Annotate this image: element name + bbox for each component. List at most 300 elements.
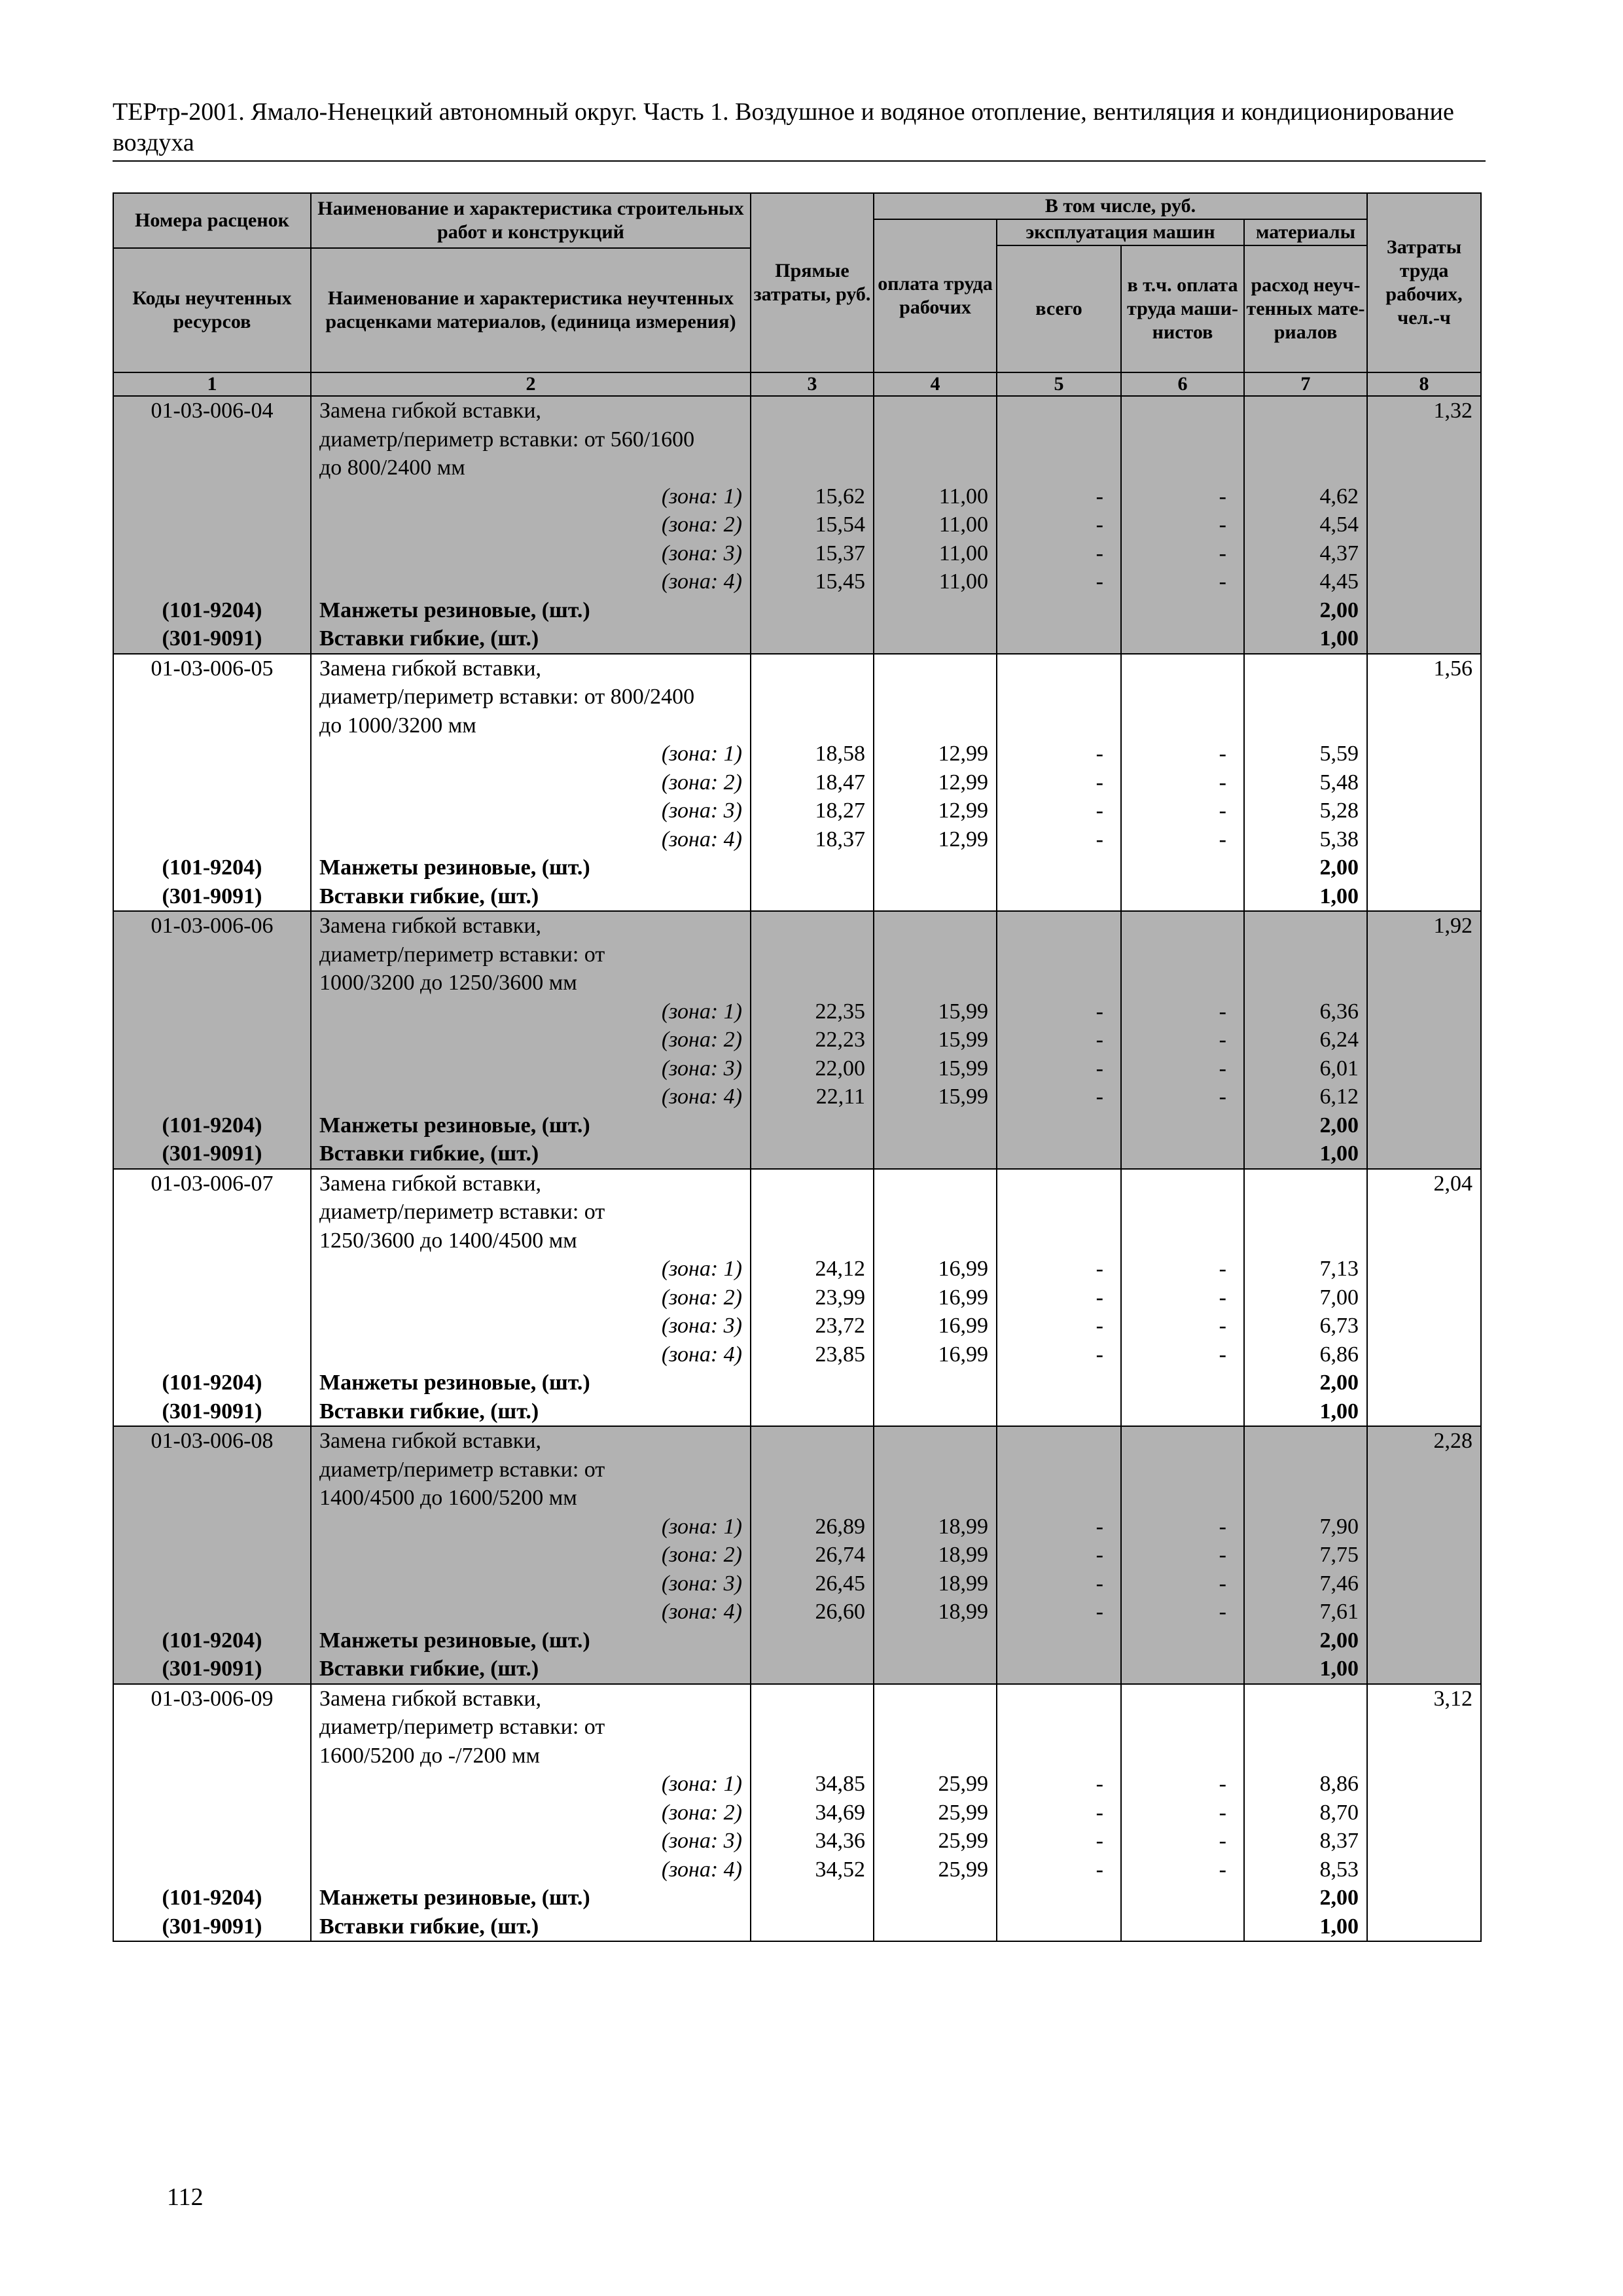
- rate-title-row: [113, 654, 1481, 683]
- machinist-pay: -: [1121, 1340, 1244, 1369]
- rate-code: [113, 768, 311, 797]
- worker-pay: 18,99: [874, 1541, 997, 1570]
- direct-costs: 18,58: [751, 740, 874, 768]
- labor-costs-cell: [1367, 1397, 1481, 1427]
- zone-row: [113, 1598, 1481, 1626]
- zone-row: [113, 1570, 1481, 1598]
- worker-pay: 11,00: [874, 539, 997, 568]
- machine-total-cell: [997, 1169, 1121, 1198]
- machinist-pay-cell: [1121, 882, 1244, 912]
- materials-cost: 6,12: [1244, 1083, 1367, 1111]
- materials-cost: 6,24: [1244, 1026, 1367, 1054]
- rate-code: [113, 1570, 311, 1598]
- direct-costs: 15,54: [751, 511, 874, 539]
- rate-name-line: 1400/4500 до 1600/5200 мм: [311, 1484, 751, 1513]
- worker-pay-cell: [874, 1198, 997, 1227]
- worker-pay: 25,99: [874, 1827, 997, 1856]
- rate-name-line: 1000/3200 до 1250/3600 мм: [311, 969, 751, 997]
- machine-total-cell: [997, 1139, 1121, 1169]
- resource-name: Манжеты резиновые, (шт.): [311, 853, 751, 882]
- worker-pay-cell: [874, 969, 997, 997]
- machine-total-cell: [997, 1369, 1121, 1397]
- resource-row: [113, 1912, 1481, 1942]
- labor-costs: [1367, 941, 1481, 969]
- zone-label: (зона: 3): [311, 1054, 751, 1083]
- direct-costs-cell: [751, 1484, 874, 1513]
- direct-costs-cell: [751, 1456, 874, 1484]
- labor-costs: 1,56: [1367, 654, 1481, 683]
- zone-label: (зона: 3): [311, 797, 751, 825]
- machinist-pay: -: [1121, 511, 1244, 539]
- direct-costs: 22,11: [751, 1083, 874, 1111]
- machinist-pay-cell: [1121, 396, 1244, 425]
- resource-code: (101-9204): [113, 1626, 311, 1655]
- rates-table: [113, 192, 1482, 1942]
- materials-cost: 7,75: [1244, 1541, 1367, 1570]
- worker-pay: 16,99: [874, 1255, 997, 1283]
- direct-costs: 26,60: [751, 1598, 874, 1626]
- header-unaccounted-materials: расход неуч- тенных мате- риалов: [1244, 245, 1367, 372]
- rate-code: 01-03-006-09: [113, 1684, 311, 1713]
- direct-costs: 15,37: [751, 539, 874, 568]
- machine-total: -: [997, 1513, 1121, 1541]
- direct-costs-cell: [751, 911, 874, 941]
- zone-row: [113, 1827, 1481, 1856]
- rate-name-line: диаметр/периметр вставки: от 800/2400: [311, 683, 751, 711]
- direct-costs: 34,85: [751, 1770, 874, 1799]
- materials-cost: 8,53: [1244, 1856, 1367, 1884]
- rate-name-line: диаметр/периметр вставки: от 560/1600: [311, 425, 751, 454]
- rate-code: [113, 567, 311, 596]
- rate-code: [113, 1227, 311, 1255]
- machine-total: -: [997, 1283, 1121, 1312]
- rate-name-line: Замена гибкой вставки,: [311, 1684, 751, 1713]
- worker-pay-cell: [874, 1626, 997, 1655]
- rate-code: 01-03-006-08: [113, 1426, 311, 1456]
- column-number: 5: [997, 372, 1121, 396]
- direct-costs-cell: [751, 454, 874, 482]
- direct-costs: 15,45: [751, 567, 874, 596]
- zone-label: (зона: 1): [311, 482, 751, 511]
- labor-costs-cell: [1367, 797, 1481, 825]
- direct-costs: 34,36: [751, 1827, 874, 1856]
- materials-cell: [1244, 396, 1367, 425]
- worker-pay-cell: [874, 683, 997, 711]
- direct-costs: 23,85: [751, 1340, 874, 1369]
- header-rate-numbers: Номера расценок: [113, 193, 311, 248]
- materials-cost: 6,36: [1244, 997, 1367, 1026]
- machine-total-cell: [997, 882, 1121, 912]
- machinist-pay: -: [1121, 1513, 1244, 1541]
- machinist-pay: -: [1121, 1770, 1244, 1799]
- zone-row: [113, 740, 1481, 768]
- machinist-pay: -: [1121, 825, 1244, 854]
- rate-title-row: [113, 396, 1481, 425]
- materials-cell: [1244, 911, 1367, 941]
- rate-code: [113, 482, 311, 511]
- machine-total: -: [997, 1312, 1121, 1340]
- worker-pay: 11,00: [874, 567, 997, 596]
- machine-total: -: [997, 997, 1121, 1026]
- machine-total-cell: [997, 1884, 1121, 1912]
- machine-total-cell: [997, 1684, 1121, 1713]
- resource-code: (101-9204): [113, 1369, 311, 1397]
- direct-costs: 15,62: [751, 482, 874, 511]
- rate-code: [113, 511, 311, 539]
- worker-pay: 25,99: [874, 1770, 997, 1799]
- resource-row: [113, 882, 1481, 912]
- zone-row: [113, 997, 1481, 1026]
- rate-code: [113, 997, 311, 1026]
- direct-costs-cell: [751, 596, 874, 625]
- machine-total: -: [997, 797, 1121, 825]
- resource-code: (301-9091): [113, 1397, 311, 1427]
- worker-pay-cell: [874, 853, 997, 882]
- worker-pay-cell: [874, 1397, 997, 1427]
- labor-costs: [1367, 969, 1481, 997]
- materials-cost: 8,37: [1244, 1827, 1367, 1856]
- rate-title-continuation-row: [113, 1484, 1481, 1513]
- machinist-pay-cell: [1121, 654, 1244, 683]
- worker-pay-cell: [874, 454, 997, 482]
- rate-code: [113, 740, 311, 768]
- direct-costs-cell: [751, 1426, 874, 1456]
- machine-total-cell: [997, 1912, 1121, 1942]
- column-number: 7: [1244, 372, 1367, 396]
- rate-code: [113, 941, 311, 969]
- materials-cell: [1244, 1426, 1367, 1456]
- resource-name: Манжеты резиновые, (шт.): [311, 1626, 751, 1655]
- machinist-pay-cell: [1121, 911, 1244, 941]
- resource-row: [113, 624, 1481, 654]
- machine-total: -: [997, 1083, 1121, 1111]
- rate-title-row: [113, 1426, 1481, 1456]
- machine-total-cell: [997, 1713, 1121, 1742]
- rate-code: [113, 539, 311, 568]
- machinist-pay: -: [1121, 482, 1244, 511]
- machine-total-cell: [997, 853, 1121, 882]
- direct-costs-cell: [751, 1369, 874, 1397]
- rate-code: [113, 711, 311, 740]
- resource-name: Вставки гибкие, (шт.): [311, 1655, 751, 1684]
- machinist-pay-cell: [1121, 1626, 1244, 1655]
- materials-cost: 4,45: [1244, 567, 1367, 596]
- worker-pay: 25,99: [874, 1799, 997, 1827]
- resource-code: (301-9091): [113, 1139, 311, 1169]
- rate-name-line: диаметр/периметр вставки: от: [311, 1456, 751, 1484]
- zone-row: [113, 1770, 1481, 1799]
- machinist-pay-cell: [1121, 969, 1244, 997]
- column-number: 2: [311, 372, 751, 396]
- resource-row: [113, 596, 1481, 625]
- rate-code: [113, 1456, 311, 1484]
- machinist-pay-cell: [1121, 454, 1244, 482]
- machinist-pay-cell: [1121, 1713, 1244, 1742]
- rate-name-line: до 1000/3200 мм: [311, 711, 751, 740]
- direct-costs: 22,00: [751, 1054, 874, 1083]
- worker-pay: 18,99: [874, 1598, 997, 1626]
- machine-total-cell: [997, 711, 1121, 740]
- machine-total-cell: [997, 1227, 1121, 1255]
- labor-costs-cell: [1367, 1054, 1481, 1083]
- materials-cost: 4,62: [1244, 482, 1367, 511]
- rate-name-line: диаметр/периметр вставки: от: [311, 1198, 751, 1227]
- direct-costs-cell: [751, 683, 874, 711]
- rate-code: [113, 1340, 311, 1369]
- machine-total-cell: [997, 1426, 1121, 1456]
- resource-code: (101-9204): [113, 1111, 311, 1140]
- machinist-pay-cell: [1121, 425, 1244, 454]
- direct-costs: 24,12: [751, 1255, 874, 1283]
- rate-group: [113, 1169, 1481, 1427]
- materials-cell: [1244, 683, 1367, 711]
- materials-cost: 4,54: [1244, 511, 1367, 539]
- rate-title-continuation-row: [113, 1456, 1481, 1484]
- zone-label: (зона: 2): [311, 1541, 751, 1570]
- machine-total-cell: [997, 1742, 1121, 1770]
- materials-cost: 5,28: [1244, 797, 1367, 825]
- labor-costs-cell: [1367, 1570, 1481, 1598]
- machinist-pay-cell: [1121, 1912, 1244, 1942]
- machine-total: -: [997, 482, 1121, 511]
- labor-costs-cell: [1367, 1770, 1481, 1799]
- materials-cost: 7,46: [1244, 1570, 1367, 1598]
- machinist-pay: -: [1121, 1283, 1244, 1312]
- worker-pay: 16,99: [874, 1340, 997, 1369]
- rate-name-line: 1600/5200 до -/7200 мм: [311, 1742, 751, 1770]
- machinist-pay-cell: [1121, 1169, 1244, 1198]
- labor-costs-cell: [1367, 1312, 1481, 1340]
- materials-cost: 6,73: [1244, 1312, 1367, 1340]
- zone-row: [113, 1799, 1481, 1827]
- machine-total-cell: [997, 1198, 1121, 1227]
- machine-total-cell: [997, 1397, 1121, 1427]
- worker-pay-cell: [874, 1484, 997, 1513]
- resource-code: (101-9204): [113, 1884, 311, 1912]
- rate-title-row: [113, 1684, 1481, 1713]
- worker-pay-cell: [874, 1912, 997, 1942]
- worker-pay: 11,00: [874, 482, 997, 511]
- materials-cost: 5,38: [1244, 825, 1367, 854]
- rate-name-line: Замена гибкой вставки,: [311, 396, 751, 425]
- zone-label: (зона: 3): [311, 1312, 751, 1340]
- direct-costs: 18,37: [751, 825, 874, 854]
- resource-row: [113, 1884, 1481, 1912]
- rate-title-continuation-row: [113, 941, 1481, 969]
- labor-costs-cell: [1367, 740, 1481, 768]
- resource-quantity: 1,00: [1244, 624, 1367, 654]
- machine-total: -: [997, 825, 1121, 854]
- machinist-pay-cell: [1121, 683, 1244, 711]
- machinist-pay-cell: [1121, 1227, 1244, 1255]
- header-direct-costs: Прямые затраты, руб.: [751, 193, 874, 372]
- materials-cell: [1244, 1227, 1367, 1255]
- machine-total-cell: [997, 941, 1121, 969]
- labor-costs-cell: [1367, 1083, 1481, 1111]
- machinist-pay: -: [1121, 997, 1244, 1026]
- direct-costs-cell: [751, 1626, 874, 1655]
- direct-costs-cell: [751, 941, 874, 969]
- worker-pay-cell: [874, 882, 997, 912]
- rate-name-line: диаметр/периметр вставки: от: [311, 941, 751, 969]
- machine-total-cell: [997, 1456, 1121, 1484]
- machine-total-cell: [997, 654, 1121, 683]
- zone-label: (зона: 2): [311, 511, 751, 539]
- resource-quantity: 2,00: [1244, 853, 1367, 882]
- direct-costs: 18,27: [751, 797, 874, 825]
- labor-costs: [1367, 1713, 1481, 1742]
- labor-costs-cell: [1367, 1139, 1481, 1169]
- worker-pay-cell: [874, 941, 997, 969]
- machinist-pay-cell: [1121, 1198, 1244, 1227]
- labor-costs-cell: [1367, 825, 1481, 854]
- materials-cell: [1244, 941, 1367, 969]
- labor-costs-cell: [1367, 624, 1481, 654]
- zone-label: (зона: 4): [311, 567, 751, 596]
- column-number-row: [113, 372, 1481, 396]
- resource-name: Вставки гибкие, (шт.): [311, 1912, 751, 1942]
- labor-costs: [1367, 1198, 1481, 1227]
- header-divider: [113, 160, 1486, 162]
- materials-cell: [1244, 1742, 1367, 1770]
- resource-name: Манжеты резиновые, (шт.): [311, 596, 751, 625]
- machinist-pay-cell: [1121, 1111, 1244, 1140]
- zone-label: (зона: 3): [311, 1827, 751, 1856]
- direct-costs: 22,35: [751, 997, 874, 1026]
- rate-code: [113, 1255, 311, 1283]
- page-number: 112: [167, 2183, 204, 2211]
- rate-title-continuation-row: [113, 1227, 1481, 1255]
- rate-code: [113, 1484, 311, 1513]
- zone-label: (зона: 1): [311, 1255, 751, 1283]
- header-machine-total: всего: [997, 245, 1121, 372]
- rate-code: [113, 797, 311, 825]
- worker-pay-cell: [874, 1884, 997, 1912]
- machinist-pay: -: [1121, 1083, 1244, 1111]
- machinist-pay: -: [1121, 1054, 1244, 1083]
- labor-costs-cell: [1367, 768, 1481, 797]
- resource-quantity: 1,00: [1244, 1397, 1367, 1427]
- direct-costs: 23,99: [751, 1283, 874, 1312]
- machinist-pay-cell: [1121, 853, 1244, 882]
- worker-pay: 12,99: [874, 825, 997, 854]
- direct-costs-cell: [751, 969, 874, 997]
- worker-pay-cell: [874, 1426, 997, 1456]
- zone-label: (зона: 4): [311, 1083, 751, 1111]
- resource-code: (301-9091): [113, 1655, 311, 1684]
- worker-pay-cell: [874, 1742, 997, 1770]
- resource-quantity: 1,00: [1244, 882, 1367, 912]
- resource-quantity: 2,00: [1244, 1111, 1367, 1140]
- machinist-pay-cell: [1121, 1742, 1244, 1770]
- worker-pay-cell: [874, 1456, 997, 1484]
- machine-total: -: [997, 539, 1121, 568]
- labor-costs-cell: [1367, 1884, 1481, 1912]
- worker-pay: 12,99: [874, 740, 997, 768]
- labor-costs-cell: [1367, 1856, 1481, 1884]
- column-number: 1: [113, 372, 311, 396]
- direct-costs-cell: [751, 425, 874, 454]
- resource-name: Вставки гибкие, (шт.): [311, 624, 751, 654]
- zone-row: [113, 797, 1481, 825]
- machine-total: -: [997, 1541, 1121, 1570]
- worker-pay: 12,99: [874, 768, 997, 797]
- header-labor-costs: Затраты труда рабочих, чел.-ч: [1367, 193, 1481, 372]
- labor-costs-cell: [1367, 1799, 1481, 1827]
- labor-costs-cell: [1367, 1369, 1481, 1397]
- resource-name: Манжеты резиновые, (шт.): [311, 1884, 751, 1912]
- resource-row: [113, 1655, 1481, 1684]
- zone-label: (зона: 4): [311, 825, 751, 854]
- rate-group: [113, 911, 1481, 1169]
- machine-total-cell: [997, 1484, 1121, 1513]
- materials-cost: 6,86: [1244, 1340, 1367, 1369]
- resource-quantity: 2,00: [1244, 1884, 1367, 1912]
- materials-cost: 6,01: [1244, 1054, 1367, 1083]
- rate-title-continuation-row: [113, 1713, 1481, 1742]
- direct-costs-cell: [751, 1742, 874, 1770]
- machinist-pay: -: [1121, 567, 1244, 596]
- rate-code: [113, 969, 311, 997]
- zone-row: [113, 1340, 1481, 1369]
- zone-row: [113, 511, 1481, 539]
- resource-quantity: 1,00: [1244, 1912, 1367, 1942]
- materials-cell: [1244, 1713, 1367, 1742]
- machinist-pay-cell: [1121, 1684, 1244, 1713]
- header-including: В том числе, руб.: [874, 193, 1367, 219]
- labor-costs: [1367, 1742, 1481, 1770]
- labor-costs-cell: [1367, 567, 1481, 596]
- direct-costs-cell: [751, 654, 874, 683]
- direct-costs-cell: [751, 1227, 874, 1255]
- machinist-pay: -: [1121, 768, 1244, 797]
- resource-name: Вставки гибкие, (шт.): [311, 882, 751, 912]
- zone-row: [113, 825, 1481, 854]
- worker-pay: 16,99: [874, 1312, 997, 1340]
- direct-costs: 18,47: [751, 768, 874, 797]
- worker-pay-cell: [874, 1169, 997, 1198]
- machine-total-cell: [997, 1626, 1121, 1655]
- zone-label: (зона: 1): [311, 1513, 751, 1541]
- materials-cell: [1244, 1456, 1367, 1484]
- direct-costs-cell: [751, 1139, 874, 1169]
- machinist-pay-cell: [1121, 1397, 1244, 1427]
- labor-costs-cell: [1367, 1340, 1481, 1369]
- rate-code: 01-03-006-06: [113, 911, 311, 941]
- zone-row: [113, 1283, 1481, 1312]
- header-machine-operation: эксплуатация машин: [997, 219, 1244, 245]
- direct-costs: 26,45: [751, 1570, 874, 1598]
- materials-cost: 7,90: [1244, 1513, 1367, 1541]
- rate-title-continuation-row: [113, 683, 1481, 711]
- zone-label: (зона: 2): [311, 1026, 751, 1054]
- labor-costs-cell: [1367, 1026, 1481, 1054]
- zone-row: [113, 1513, 1481, 1541]
- materials-cell: [1244, 1198, 1367, 1227]
- machinist-pay-cell: [1121, 1884, 1244, 1912]
- resource-row: [113, 1397, 1481, 1427]
- direct-costs-cell: [751, 711, 874, 740]
- rate-code: [113, 1856, 311, 1884]
- machine-total: -: [997, 511, 1121, 539]
- materials-cost: 4,37: [1244, 539, 1367, 568]
- zone-label: (зона: 1): [311, 1770, 751, 1799]
- rate-code: [113, 1799, 311, 1827]
- zone-label: (зона: 2): [311, 1799, 751, 1827]
- worker-pay: 15,99: [874, 1026, 997, 1054]
- machinist-pay: -: [1121, 740, 1244, 768]
- labor-costs: 3,12: [1367, 1684, 1481, 1713]
